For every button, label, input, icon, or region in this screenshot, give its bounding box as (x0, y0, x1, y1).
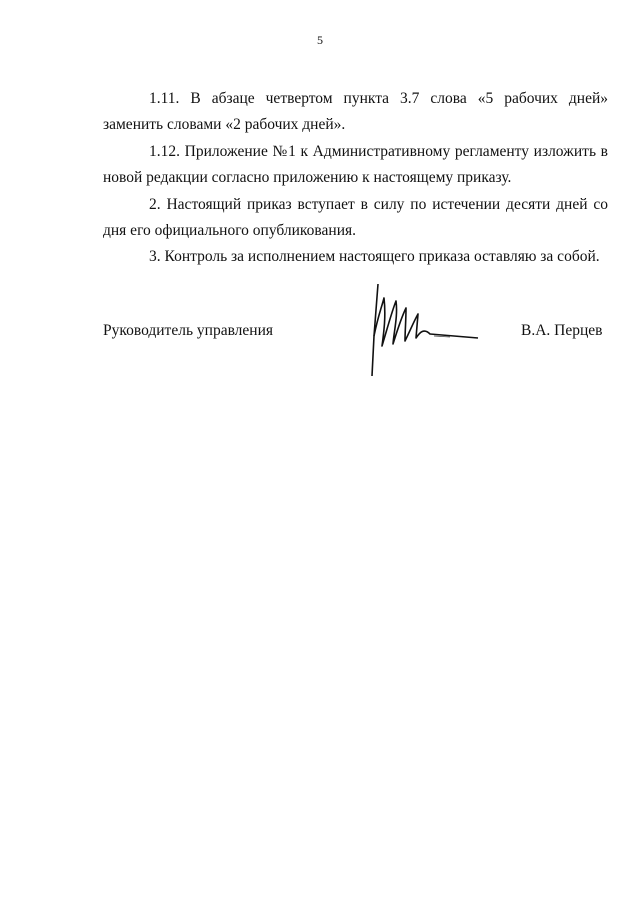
signatory-position: Руководитель управления (103, 322, 274, 339)
signatory-name: В.А. Перцев (521, 322, 603, 339)
paragraph-1-11: 1.11. В абзаце четвертом пункта 3.7 слова «5 рабочих дней» заменить словами «2 рабочих дней». (103, 90, 608, 133)
page-number: 5 (317, 33, 323, 47)
paragraph-3: 3. Контроль за исполнением настоящего приказа оставляю за собой. (149, 248, 600, 265)
paragraph-1-12: 1.12. Приложение №1 к Административному регламенту изложить в новой редакции согласно приложению к настоящему приказу. (103, 143, 608, 186)
handwritten-signature (360, 276, 490, 378)
paragraph-2: 2. Настоящий приказ вступает в силу по истечении десяти дней со дня его официального опубликования. (103, 196, 608, 239)
